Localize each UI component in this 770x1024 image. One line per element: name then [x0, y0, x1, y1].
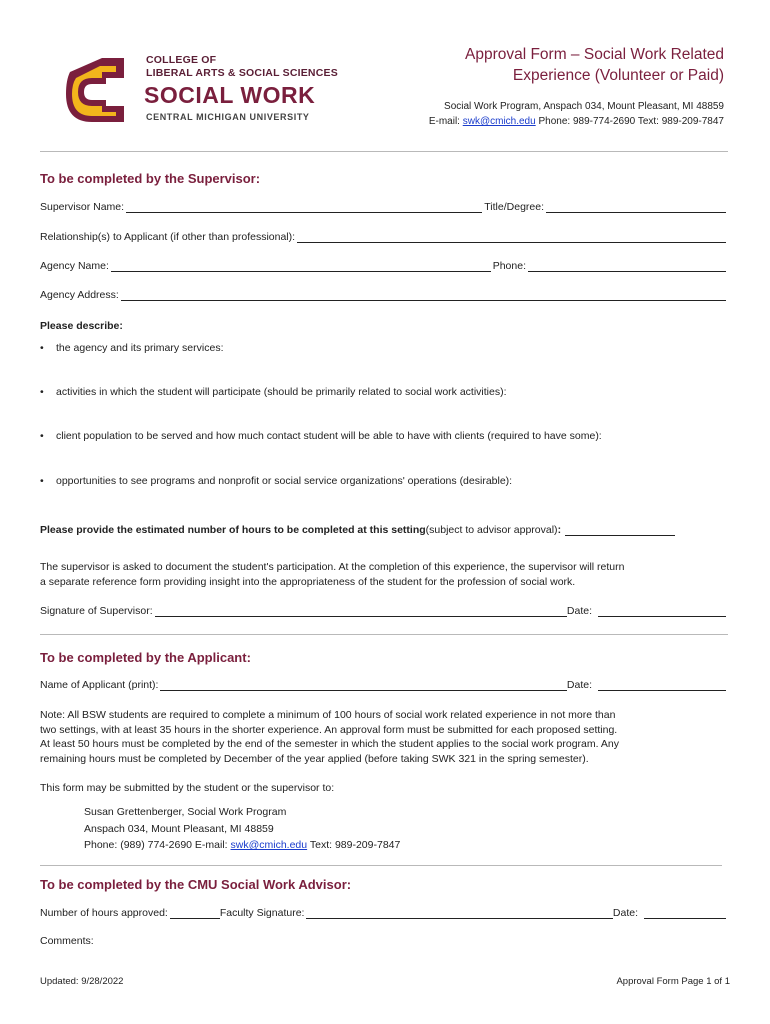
agency-address-label: Agency Address: — [40, 289, 119, 301]
university-name: CENTRAL MICHIGAN UNIVERSITY — [146, 112, 310, 122]
advisor-date-field[interactable] — [644, 908, 726, 919]
submit-instructions: This form may be submitted by the student or the supervisor to: — [40, 782, 335, 794]
contact-block — [84, 804, 684, 854]
title-line-1: Approval Form – Social Work Related — [464, 46, 724, 63]
hours-field[interactable] — [565, 525, 675, 536]
reference-line: The supervisor is asked to document the student's participation. At the completion of this experience, the supervisor will return — [40, 561, 625, 573]
title-degree-field[interactable] — [546, 202, 726, 213]
hours-approved-field[interactable] — [170, 908, 220, 919]
divider — [40, 865, 722, 866]
cmu-c-logo-icon — [62, 54, 126, 126]
describe-item: • the agency and its primary services: — [40, 342, 224, 354]
applicant-date-field[interactable] — [598, 680, 726, 691]
reference-line: a separate reference form providing insight into the appropriateness of the student for the profession of social work. — [40, 576, 576, 588]
contact-email-link[interactable]: swk@cmich.edu — [230, 839, 308, 851]
hours-row — [40, 524, 726, 536]
supervisor-signature-label: Signature of Supervisor: — [40, 605, 153, 617]
advisor-row — [40, 907, 726, 919]
describe-item: • opportunities to see programs and nonprofit or social service organizations' operations (desirable): — [40, 475, 513, 487]
agency-name-field[interactable] — [111, 261, 491, 272]
describe-item-text: client population to be served and how much contact student will be able to have with clients (required to have some): — [56, 430, 602, 442]
faculty-signature-label: Faculty Signature: — [219, 907, 305, 919]
applicant-date-label: Date: — [566, 679, 592, 691]
agency-name-label: Agency Name: — [40, 260, 109, 272]
program-address: Social Work Program, Anspach 034, Mount Pleasant, MI 48859 — [444, 101, 724, 112]
please-describe: Please describe: — [40, 320, 123, 332]
contact-name: Susan Grettenberger, Social Work Program — [84, 806, 287, 818]
divider — [40, 634, 728, 635]
note-line: two settings, with at least 35 hours in the shorter experience. An approval form must be submitted for each proposed setting. — [40, 723, 618, 736]
college-line-1: COLLEGE OF — [146, 54, 217, 66]
form-title — [465, 44, 724, 86]
divider — [40, 151, 728, 152]
hours-label: Please provide the estimated number of hours to be completed at this setting — [40, 524, 426, 536]
describe-item-text: activities in which the student will participate (should be primarily related to social work activities): — [56, 386, 507, 398]
phone-label: Phone: — [492, 260, 526, 272]
agency-address-field[interactable] — [121, 290, 726, 301]
hours-colon: : — [557, 524, 562, 536]
hours-approved-label: Number of hours approved: — [40, 907, 168, 919]
note-line: Note: All BSW students are required to complete a minimum of 100 hours of social work related experience in not more than — [40, 709, 616, 721]
describe-item: • client population to be served and how much contact student will be able to have with clients (required to have some): — [40, 430, 602, 442]
supervisor-name-field[interactable] — [126, 202, 482, 213]
describe-item-text: the agency and its primary services: — [56, 342, 224, 354]
phone-field[interactable] — [528, 261, 726, 272]
program-name: SOCIAL WORK — [144, 82, 316, 108]
supervisor-name-row — [40, 201, 726, 213]
contact-text-number: Text: 989-209-7847 — [307, 839, 401, 851]
college-line-2: LIBERAL ARTS & SOCIAL SCIENCES — [146, 67, 338, 79]
hours-note: (subject to advisor approval) — [425, 524, 558, 536]
contact-phone: Phone: (989) 774-2690 E-mail: — [84, 839, 231, 851]
applicant-name-label: Name of Applicant (print): — [40, 679, 159, 691]
title-line-2: Experience (Volunteer or Paid) — [512, 67, 724, 84]
updated-date: Updated: 9/28/2022 — [40, 976, 124, 987]
applicant-name-field[interactable] — [160, 680, 566, 691]
describe-item: • activities in which the student will participate (should be primarily related to social work activities): — [40, 386, 507, 398]
supervisor-date-field[interactable] — [598, 606, 726, 617]
supervisor-signature-row — [40, 605, 726, 617]
relationship-row — [40, 231, 726, 243]
supervisor-name-label: Supervisor Name: — [40, 201, 125, 213]
requirements-note — [40, 708, 730, 766]
note-line: remaining hours must be completed by December of the year applied (before taking SWK 321 in the spring semester). — [40, 752, 589, 765]
supervisor-signature-field[interactable] — [155, 606, 567, 617]
advisor-heading: To be completed by the CMU Social Work Advisor: — [40, 877, 352, 892]
email-link[interactable]: swk@cmich.edu — [462, 116, 536, 127]
agency-address-row — [40, 289, 726, 301]
college-name — [146, 54, 338, 80]
supervisor-date-label: Date: — [566, 605, 592, 617]
relationship-field[interactable] — [297, 232, 726, 243]
relationship-label: Relationship(s) to Applicant (if other than professional): — [40, 231, 296, 243]
page-number: Approval Form Page 1 of 1 — [616, 976, 730, 987]
describe-item-text: opportunities to see programs and nonprofit or social service organizations' operations (desirable): — [56, 475, 513, 487]
faculty-signature-field[interactable] — [306, 908, 612, 919]
supervisor-heading: To be completed by the Supervisor: — [40, 171, 261, 186]
applicant-heading: To be completed by the Applicant: — [40, 650, 251, 665]
title-degree-label: Title/Degree: — [484, 201, 544, 213]
reference-text — [40, 560, 730, 590]
phone-text: Phone: 989-774-2690 Text: 989-209-7847 — [538, 116, 724, 127]
applicant-name-row — [40, 679, 726, 691]
email-label: E-mail: — [428, 116, 463, 127]
program-contact — [429, 99, 724, 129]
comments-label: Comments: — [40, 935, 94, 947]
agency-row — [40, 260, 726, 272]
advisor-date-label: Date: — [612, 907, 638, 919]
note-line: At least 50 hours must be completed by the end of the semester in which the student applies to the social work program. Any — [40, 738, 619, 750]
contact-address: Anspach 034, Mount Pleasant, MI 48859 — [84, 822, 274, 835]
